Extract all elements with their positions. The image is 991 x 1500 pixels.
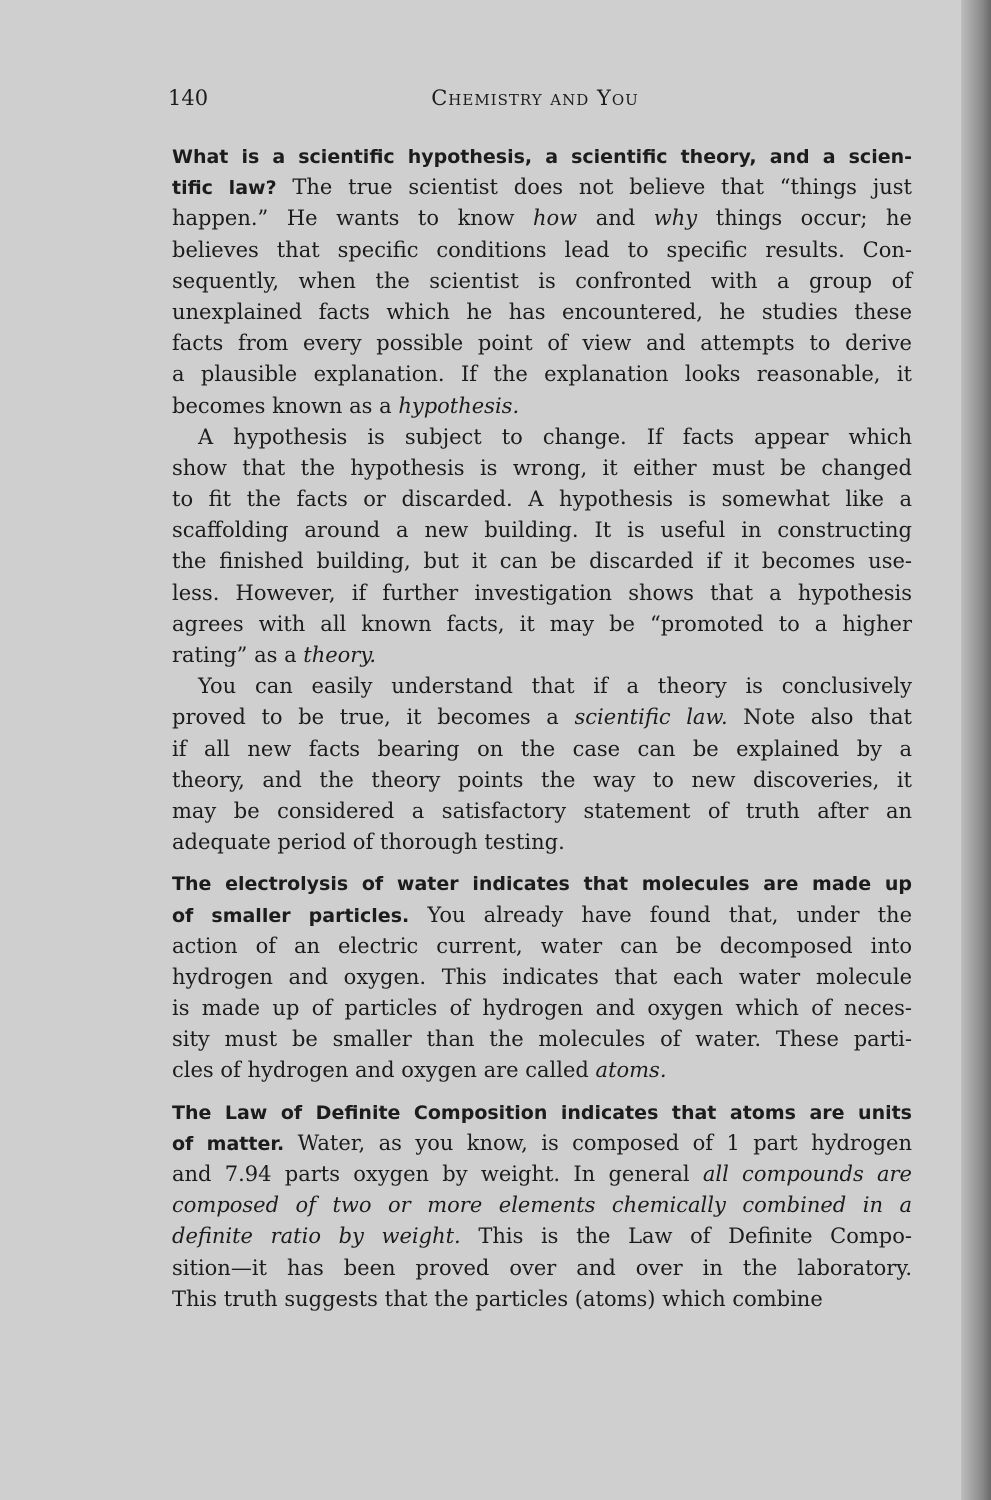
italic-text: all compounds are xyxy=(702,1162,912,1186)
text-line xyxy=(172,671,912,702)
text-line xyxy=(172,422,912,453)
text-line xyxy=(172,900,912,931)
text-line xyxy=(172,546,912,577)
text: if all new facts bearing on the case can be explained by a xyxy=(172,736,912,761)
text: facts from every possible point of view and attempts to derive xyxy=(172,331,912,356)
text-line xyxy=(172,640,912,671)
text-line xyxy=(172,1159,912,1190)
text-line xyxy=(172,141,912,172)
text: is made up of particles of hydrogen and oxygen which of neces- xyxy=(172,996,912,1021)
text: things occur; he xyxy=(697,206,912,231)
text-line xyxy=(172,203,912,234)
text: sity must be smaller than the molecules of water. These parti- xyxy=(172,1027,912,1052)
text-line xyxy=(172,931,912,962)
text-line xyxy=(172,359,912,390)
text-line xyxy=(172,1097,912,1128)
text: less. However, if further investigation shows that a hypothesis xyxy=(172,580,912,605)
text-line xyxy=(172,1190,912,1221)
text: and xyxy=(577,206,654,231)
text: the finished building, but it can be discarded if it becomes use- xyxy=(172,549,912,574)
text: This truth suggests that the particles (atoms) which combine xyxy=(172,1286,823,1311)
text-line xyxy=(172,734,912,765)
text-line xyxy=(172,1024,912,1055)
text: theory, and the theory points the way to new discoveries, it xyxy=(172,767,912,792)
text: to fit the facts or discarded. A hypothesis is somewhat like a xyxy=(172,487,912,512)
text: adequate period of thorough testing. xyxy=(172,830,565,855)
text-line xyxy=(172,1284,912,1315)
run-in-heading: of matter. xyxy=(172,1132,285,1155)
text-line xyxy=(172,266,912,297)
text: sequently, when the scientist is confronted with a group of xyxy=(172,268,912,293)
text: sition—it has been proved over and over in the laboratory. xyxy=(172,1255,912,1280)
paragraph xyxy=(172,141,912,422)
text-line xyxy=(172,1221,912,1252)
page-number: 140 xyxy=(168,86,209,110)
text-line xyxy=(172,391,912,422)
text: cles of hydrogen and oxygen are called xyxy=(172,1058,596,1083)
paragraph xyxy=(172,422,912,672)
text: agrees with all known facts, it may be “promoted to a higher xyxy=(172,611,912,636)
text-line xyxy=(172,993,912,1024)
text-line xyxy=(172,609,912,640)
text-line xyxy=(172,235,912,266)
italic-text: atoms. xyxy=(595,1058,667,1083)
paragraph xyxy=(172,868,912,1086)
italic-text: scientific law. xyxy=(574,705,728,730)
text: may be considered a satisfactory statement of truth after an xyxy=(172,798,912,823)
text-line xyxy=(172,765,912,796)
italic-text: theory. xyxy=(303,643,377,667)
text: Water, as you know, is composed of 1 part hydrogen xyxy=(284,1130,913,1155)
text: You can easily understand that if a theory is conclusively xyxy=(198,674,912,699)
text: scaffolding around a new building. It is useful in constructing xyxy=(172,518,912,543)
text: hydrogen and oxygen. This indicates that each water molecule xyxy=(172,964,912,989)
running-title: Chemistry and You xyxy=(431,86,639,110)
text-line xyxy=(172,1253,912,1284)
italic-text: hypothesis. xyxy=(398,393,520,418)
text: The true scientist does not believe that “things just xyxy=(276,175,912,200)
text: unexplained facts which he has encountered, he studies these xyxy=(172,299,912,324)
run-in-heading: The Law of Definite Composition indicates that atoms are units xyxy=(172,1101,912,1124)
text: happen.” He wants to know xyxy=(172,206,533,231)
text: show that the hypothesis is wrong, it either must be changed xyxy=(172,455,912,480)
text-line xyxy=(172,868,912,899)
text-line xyxy=(172,297,912,328)
text-line xyxy=(172,1128,912,1159)
paragraph xyxy=(172,671,912,858)
text-line xyxy=(172,827,912,858)
text-line xyxy=(172,328,912,359)
page-body xyxy=(172,141,912,1315)
text: This is the Law of Definite Compo- xyxy=(460,1224,912,1249)
run-in-heading: of smaller particles. xyxy=(172,904,410,927)
text: You already have found that, under the xyxy=(409,902,913,927)
italic-text: why xyxy=(653,206,698,231)
italic-text: definite ratio by weight. xyxy=(172,1224,461,1249)
text-line xyxy=(172,515,912,546)
page-edge-shadow xyxy=(961,0,991,1500)
run-in-heading: tific law? xyxy=(172,177,277,200)
text: action of an electric current, water can be decomposed into xyxy=(172,933,912,958)
italic-text: how xyxy=(533,206,578,231)
text: rating” as a xyxy=(172,643,304,667)
text-line xyxy=(172,1055,912,1086)
text-line xyxy=(172,578,912,609)
text-line xyxy=(172,484,912,515)
text: Note also that xyxy=(727,705,912,730)
text-line xyxy=(172,962,912,993)
italic-text: composed of two or more elements chemically combined in a xyxy=(172,1193,912,1218)
text: believes that specific conditions lead to specific results. Con- xyxy=(172,237,912,262)
text: and 7.94 parts oxygen by weight. In general xyxy=(172,1162,703,1186)
text-line xyxy=(172,172,912,203)
text: a plausible explanation. If the explanation looks reasonable, it xyxy=(172,362,912,387)
text-line xyxy=(172,702,912,733)
paragraph xyxy=(172,1097,912,1315)
text: A hypothesis is subject to change. If facts appear which xyxy=(198,424,912,449)
run-in-heading: What is a scientific hypothesis, a scientific theory, and a scien- xyxy=(172,146,912,168)
run-in-heading: The electrolysis of water indicates that molecules are made up xyxy=(172,873,912,896)
text-line xyxy=(172,796,912,827)
text: becomes known as a xyxy=(172,393,399,418)
text-line xyxy=(172,453,912,484)
text: proved to be true, it becomes a xyxy=(172,705,575,730)
